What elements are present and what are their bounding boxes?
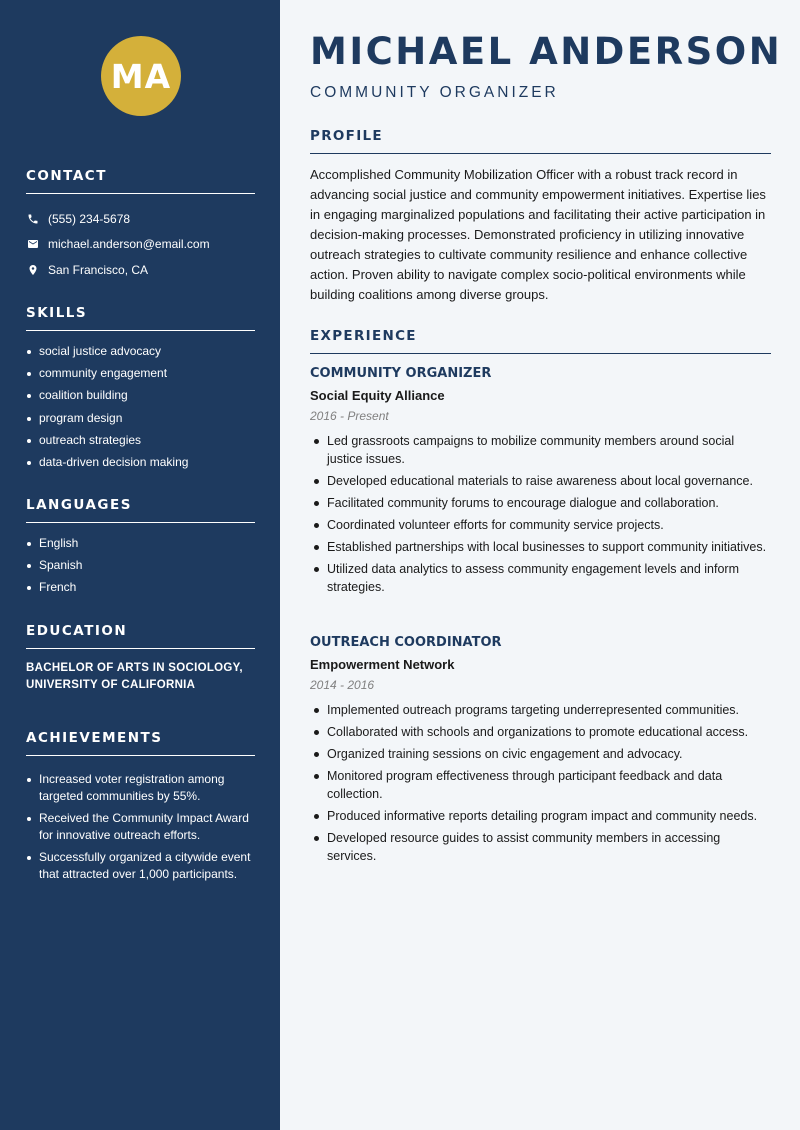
contact-list xyxy=(26,206,255,283)
job-title-header: COMMUNITY ORGANIZER xyxy=(310,84,559,101)
achievement-item: Increased voter registration among targeted communities by 55%. xyxy=(26,771,255,805)
achievements-section xyxy=(26,730,255,888)
job-duty: Coordinated volunteer efforts for community service projects. xyxy=(310,516,771,534)
achievements-heading: ACHIEVEMENTS xyxy=(26,730,255,756)
job-duty: Organized training sessions on civic engagement and advocacy. xyxy=(310,745,771,763)
skills-section xyxy=(26,305,255,476)
languages-section xyxy=(26,497,255,602)
languages-list xyxy=(26,535,255,596)
skills-heading: SKILLS xyxy=(26,305,255,331)
job-duty: Produced informative reports detailing program impact and community needs. xyxy=(310,807,771,825)
job-duty: Developed educational materials to raise awareness about local governance. xyxy=(310,472,771,490)
job-duty: Collaborated with schools and organizations to promote educational access. xyxy=(310,723,771,741)
achievements-list xyxy=(26,771,255,883)
job-title: OUTREACH COORDINATOR xyxy=(310,635,502,650)
job-duty: Implemented outreach programs targeting underrepresented communities. xyxy=(310,701,771,719)
job-duty: Utilized data analytics to assess community engagement levels and inform strategies. xyxy=(310,560,771,596)
contact-location-text: San Francisco, CA xyxy=(48,262,149,277)
company-name: Social Equity Alliance xyxy=(310,388,445,403)
contact-email xyxy=(26,232,255,258)
language-item: French xyxy=(26,579,255,596)
job-duty: Established partnerships with local businesses to support community initiatives. xyxy=(310,538,771,556)
email-icon xyxy=(26,238,39,251)
profile-section xyxy=(310,128,771,305)
candidate-name: MICHAEL ANDERSON xyxy=(310,30,783,73)
contact-section xyxy=(26,168,255,283)
phone-icon xyxy=(26,212,39,225)
job-duty: Led grassroots campaigns to mobilize community members around social justice issues. xyxy=(310,432,771,468)
avatar-initials: MA xyxy=(110,56,172,96)
job-duty: Developed resource guides to assist community members in accessing services. xyxy=(310,829,771,865)
achievement-item: Successfully organized a citywide event that attracted over 1,000 participants. xyxy=(26,849,255,883)
job-duties-list xyxy=(310,701,771,865)
job-dates: 2016 - Present xyxy=(310,409,389,423)
language-item: Spanish xyxy=(26,557,255,574)
education-degree: BACHELOR OF ARTS IN SOCIOLOGY, UNIVERSITY OF CALIFORNIA xyxy=(26,662,243,691)
skill-item: community engagement xyxy=(26,365,255,382)
skill-item: program design xyxy=(26,410,255,427)
job-title: COMMUNITY ORGANIZER xyxy=(310,366,492,381)
avatar xyxy=(101,36,181,116)
job-entry xyxy=(310,366,771,600)
job-duties-list xyxy=(310,432,771,596)
sidebar xyxy=(0,0,280,1130)
skill-item: data-driven decision making xyxy=(26,454,255,471)
skill-item: social justice advocacy xyxy=(26,343,255,360)
achievement-item: Received the Community Impact Award for innovative outreach efforts. xyxy=(26,810,255,844)
language-item: English xyxy=(26,535,255,552)
company-name: Empowerment Network xyxy=(310,657,455,672)
job-dates: 2014 - 2016 xyxy=(310,678,375,692)
job-duty: Monitored program effectiveness through participant feedback and data collection. xyxy=(310,767,771,803)
skill-item: coalition building xyxy=(26,387,255,404)
contact-email-text: michael.anderson@email.com xyxy=(48,237,210,252)
profile-text: Accomplished Community Mobilization Officer with a robust track record in advancing social justice and community empowerment initiatives. Expertise lies in engaging marginalized populations and facilitating their active participation in decision-making processes. Demonstrated proficiency in utilizing innovative outreach strategies to cultivate community resilience and enhance collective action. Proven ability to navigate complex socio-political environments while building coalitions among diverse groups. xyxy=(310,167,766,302)
education-section xyxy=(26,623,255,694)
job-entry xyxy=(310,635,771,869)
contact-phone xyxy=(26,206,255,232)
education-heading: EDUCATION xyxy=(26,623,255,649)
experience-section xyxy=(310,328,771,354)
contact-heading: CONTACT xyxy=(26,168,255,194)
languages-heading: LANGUAGES xyxy=(26,497,255,523)
job-duty: Facilitated community forums to encourage dialogue and collaboration. xyxy=(310,494,771,512)
experience-heading: EXPERIENCE xyxy=(310,328,771,354)
profile-heading: PROFILE xyxy=(310,128,771,154)
contact-phone-text: (555) 234-5678 xyxy=(48,211,131,226)
skill-item: outreach strategies xyxy=(26,432,255,449)
location-pin-icon xyxy=(26,263,39,276)
contact-location xyxy=(26,257,255,283)
skills-list xyxy=(26,343,255,471)
